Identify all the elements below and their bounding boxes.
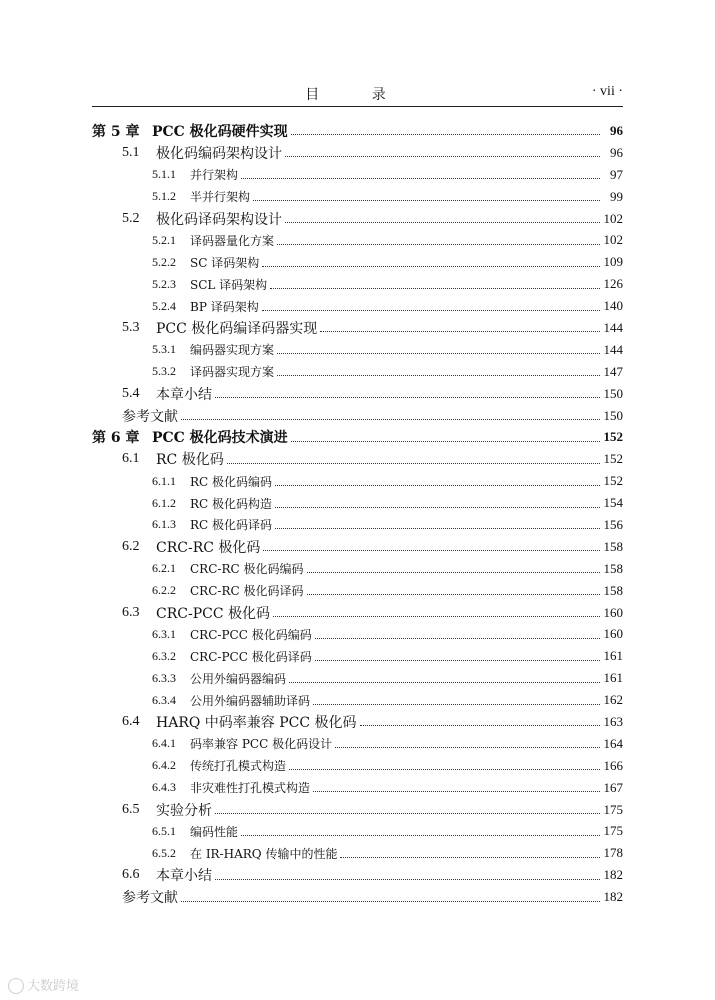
toc-entry-label: CRC-PCC 极化码 bbox=[156, 605, 270, 622]
toc-entry-label: 传统打孔模式构造 bbox=[190, 759, 287, 774]
toc-entry-label: SCL 译码架构 bbox=[190, 277, 268, 292]
toc-entry-page: 166 bbox=[603, 757, 623, 773]
toc-subsection-entry[interactable] bbox=[92, 667, 623, 689]
toc-entry-number: 6.3.2 bbox=[152, 648, 176, 663]
toc-entry-page: 147 bbox=[603, 363, 623, 379]
toc-entry-label: 译码器实现方案 bbox=[190, 365, 275, 380]
toc-leader-dots bbox=[285, 222, 600, 223]
toc-section-entry[interactable] bbox=[92, 799, 623, 821]
toc-entry-page: 96 bbox=[610, 122, 623, 138]
toc-entry-page: 167 bbox=[603, 779, 623, 795]
toc-entry-number: 第 6 章 bbox=[92, 430, 140, 447]
toc-entry-page: 182 bbox=[603, 867, 623, 883]
toc-subsection-entry[interactable] bbox=[92, 580, 623, 602]
toc-entry-number: 5.3.1 bbox=[152, 342, 176, 357]
toc-entry-number: 6.4 bbox=[122, 713, 140, 729]
table-of-contents bbox=[92, 120, 623, 908]
toc-section-entry[interactable] bbox=[92, 208, 623, 230]
toc-entry-label: 编码性能 bbox=[190, 824, 239, 839]
toc-subsection-entry[interactable] bbox=[92, 251, 623, 273]
toc-leader-dots bbox=[263, 550, 600, 551]
toc-entry-number: 6.2.2 bbox=[152, 583, 176, 598]
toc-section-entry[interactable] bbox=[92, 602, 623, 624]
toc-leader-dots bbox=[277, 244, 600, 245]
toc-leader-dots bbox=[277, 375, 600, 376]
toc-entry-page: 178 bbox=[603, 845, 623, 861]
toc-section-entry[interactable] bbox=[92, 711, 623, 733]
toc-entry-number: 6.2 bbox=[122, 538, 140, 554]
toc-subsection-entry[interactable] bbox=[92, 492, 623, 514]
toc-chapter-entry[interactable] bbox=[92, 120, 623, 142]
header-rule bbox=[92, 106, 623, 107]
toc-entry-number: 6.6 bbox=[122, 867, 140, 883]
toc-leader-dots bbox=[315, 660, 600, 661]
toc-entry-label: PCC 极化码编译码器实现 bbox=[156, 320, 318, 337]
toc-entry-label: 参考文献 bbox=[122, 408, 178, 425]
toc-leader-dots bbox=[313, 791, 600, 792]
toc-entry-page: 150 bbox=[603, 407, 623, 423]
toc-leader-dots bbox=[315, 638, 600, 639]
toc-subsection-entry[interactable] bbox=[92, 186, 623, 208]
toc-leader-dots bbox=[262, 266, 600, 267]
toc-entry-number: 5.4 bbox=[122, 385, 140, 401]
toc-entry-page: 154 bbox=[603, 495, 623, 511]
toc-entry-number: 5.2.4 bbox=[152, 298, 176, 313]
toc-entry-number: 5.2.3 bbox=[152, 276, 176, 291]
toc-leader-dots bbox=[291, 134, 600, 135]
toc-leader-dots bbox=[215, 397, 600, 398]
toc-leader-dots bbox=[215, 879, 600, 880]
toc-entry-page: 175 bbox=[603, 801, 623, 817]
toc-leader-dots bbox=[335, 747, 600, 748]
toc-entry-label: RC 极化码编码 bbox=[190, 474, 273, 489]
toc-entry-label: 参考文献 bbox=[122, 890, 178, 907]
toc-entry-number: 5.3.2 bbox=[152, 364, 176, 379]
toc-leader-dots bbox=[291, 441, 600, 442]
toc-entry-number: 6.1 bbox=[122, 451, 140, 467]
toc-entry-page: 150 bbox=[603, 385, 623, 401]
header-title: 目 录 bbox=[305, 87, 410, 103]
toc-leader-dots bbox=[273, 616, 600, 617]
toc-entry-number: 5.2.2 bbox=[152, 254, 176, 269]
watermark-text: 大数跨境 bbox=[27, 978, 80, 994]
toc-entry-number: 6.5 bbox=[122, 801, 140, 817]
toc-entry-number: 5.1.2 bbox=[152, 189, 176, 204]
toc-leader-dots bbox=[275, 507, 600, 508]
toc-entry-page: 99 bbox=[610, 188, 623, 204]
toc-entry-number: 6.4.3 bbox=[152, 780, 176, 795]
toc-entry-label: CRC-RC 极化码 bbox=[156, 539, 261, 556]
toc-leader-dots bbox=[262, 310, 600, 311]
toc-entry-page: 140 bbox=[603, 298, 623, 314]
toc-entry-number: 6.3.3 bbox=[152, 670, 176, 685]
toc-entry-label: 本章小结 bbox=[156, 386, 212, 403]
toc-entry-page: 164 bbox=[603, 735, 623, 751]
toc-entry-label: 公用外编码器辅助译码 bbox=[190, 693, 311, 708]
toc-entry-page: 97 bbox=[610, 166, 623, 182]
toc-entry-label: 并行架构 bbox=[190, 168, 239, 183]
toc-entry-page: 152 bbox=[603, 429, 623, 445]
toc-entry-page: 161 bbox=[603, 670, 623, 686]
toc-subsection-entry[interactable] bbox=[92, 361, 623, 383]
toc-entry-page: 102 bbox=[603, 210, 623, 226]
toc-entry-number: 5.1.1 bbox=[152, 167, 176, 182]
toc-section-entry[interactable] bbox=[92, 317, 623, 339]
toc-leader-dots bbox=[360, 725, 600, 726]
toc-entry-page: 163 bbox=[603, 713, 623, 729]
toc-entry-page: 158 bbox=[603, 582, 623, 598]
toc-section-entry[interactable] bbox=[92, 142, 623, 164]
toc-references-entry[interactable] bbox=[92, 405, 623, 427]
toc-entry-number: 6.5.1 bbox=[152, 823, 176, 838]
page-header bbox=[92, 84, 623, 106]
toc-subsection-entry[interactable] bbox=[92, 842, 623, 864]
toc-leader-dots bbox=[340, 857, 600, 858]
toc-entry-label: 译码器量化方案 bbox=[190, 233, 275, 248]
watermark-logo-icon bbox=[8, 978, 24, 994]
toc-section-entry[interactable] bbox=[92, 383, 623, 405]
header-page-number: · vii · bbox=[591, 84, 623, 99]
toc-chapter-entry[interactable] bbox=[92, 426, 623, 448]
toc-entry-label: 编码器实现方案 bbox=[190, 343, 275, 358]
toc-entry-page: 160 bbox=[603, 604, 623, 620]
toc-entry-label: HARQ 中码率兼容 PCC 极化码 bbox=[156, 714, 357, 731]
toc-subsection-entry[interactable] bbox=[92, 295, 623, 317]
toc-entry-number: 6.2.1 bbox=[152, 561, 176, 576]
toc-subsection-entry[interactable] bbox=[92, 755, 623, 777]
toc-leader-dots bbox=[241, 178, 600, 179]
toc-entry-page: 144 bbox=[603, 341, 623, 357]
toc-entry-page: 161 bbox=[603, 648, 623, 664]
toc-entry-label: CRC-RC 极化码译码 bbox=[190, 584, 304, 599]
toc-entry-label: RC 极化码 bbox=[156, 452, 224, 469]
toc-leader-dots bbox=[307, 572, 601, 573]
toc-entry-page: 156 bbox=[603, 516, 623, 532]
toc-entry-number: 6.1.1 bbox=[152, 473, 176, 488]
toc-entry-number: 5.3 bbox=[122, 319, 140, 335]
toc-leader-dots bbox=[241, 835, 600, 836]
toc-entry-number: 5.2.1 bbox=[152, 232, 176, 247]
toc-entry-page: 126 bbox=[603, 276, 623, 292]
toc-section-entry[interactable] bbox=[92, 536, 623, 558]
toc-subsection-entry[interactable] bbox=[92, 821, 623, 843]
toc-leader-dots bbox=[289, 769, 600, 770]
toc-entry-label: PCC 极化码技术演进 bbox=[152, 430, 288, 447]
toc-subsection-entry[interactable] bbox=[92, 733, 623, 755]
toc-entry-page: 175 bbox=[603, 823, 623, 839]
toc-entry-page: 102 bbox=[603, 232, 623, 248]
toc-entry-label: CRC-PCC 极化码编码 bbox=[190, 627, 312, 642]
toc-entry-number: 6.3 bbox=[122, 604, 140, 620]
toc-entry-label: PCC 极化码硬件实现 bbox=[152, 123, 288, 140]
toc-subsection-entry[interactable] bbox=[92, 777, 623, 799]
toc-entry-label: 本章小结 bbox=[156, 868, 212, 885]
toc-entry-page: 96 bbox=[610, 144, 623, 160]
toc-entry-label: CRC-PCC 极化码译码 bbox=[190, 649, 312, 664]
toc-subsection-entry[interactable] bbox=[92, 558, 623, 580]
toc-entry-number: 6.3.4 bbox=[152, 692, 176, 707]
toc-entry-number: 第 5 章 bbox=[92, 123, 140, 140]
toc-leader-dots bbox=[227, 463, 600, 464]
toc-entry-page: 152 bbox=[603, 473, 623, 489]
toc-subsection-entry[interactable] bbox=[92, 623, 623, 645]
toc-entry-label: 实验分析 bbox=[156, 802, 212, 819]
toc-entry-page: 162 bbox=[603, 692, 623, 708]
toc-entry-label: 半并行架构 bbox=[190, 190, 251, 205]
toc-entry-label: BP 译码架构 bbox=[190, 299, 259, 314]
toc-leader-dots bbox=[275, 485, 600, 486]
toc-entry-label: CRC-RC 极化码编码 bbox=[190, 562, 304, 577]
toc-entry-number: 6.1.2 bbox=[152, 495, 176, 510]
toc-subsection-entry[interactable] bbox=[92, 339, 623, 361]
toc-subsection-entry[interactable] bbox=[92, 645, 623, 667]
toc-leader-dots bbox=[181, 901, 600, 902]
toc-subsection-entry[interactable] bbox=[92, 514, 623, 536]
toc-leader-dots bbox=[320, 331, 600, 332]
toc-entry-label: SC 译码架构 bbox=[190, 255, 260, 270]
toc-entry-number: 6.5.2 bbox=[152, 845, 176, 860]
toc-entry-number: 6.4.1 bbox=[152, 736, 176, 751]
toc-entry-label: 在 IR-HARQ 传输中的性能 bbox=[190, 846, 338, 861]
toc-entry-label: RC 极化码译码 bbox=[190, 518, 273, 533]
watermark bbox=[8, 975, 79, 995]
toc-entry-page: 152 bbox=[603, 451, 623, 467]
toc-entry-page: 182 bbox=[603, 889, 623, 905]
toc-leader-dots bbox=[275, 528, 600, 529]
toc-leader-dots bbox=[215, 813, 600, 814]
toc-leader-dots bbox=[277, 353, 600, 354]
toc-entry-label: 极化码编码架构设计 bbox=[156, 145, 282, 162]
toc-subsection-entry[interactable] bbox=[92, 164, 623, 186]
toc-leader-dots bbox=[270, 288, 600, 289]
toc-subsection-entry[interactable] bbox=[92, 229, 623, 251]
toc-entry-label: 极化码译码架构设计 bbox=[156, 211, 282, 228]
toc-leader-dots bbox=[289, 682, 600, 683]
toc-leader-dots bbox=[285, 156, 600, 157]
toc-entry-number: 6.1.3 bbox=[152, 517, 176, 532]
toc-entry-page: 158 bbox=[603, 538, 623, 554]
toc-entry-page: 144 bbox=[603, 319, 623, 335]
toc-leader-dots bbox=[307, 594, 601, 595]
toc-subsection-entry[interactable] bbox=[92, 470, 623, 492]
toc-section-entry[interactable] bbox=[92, 864, 623, 886]
toc-entry-number: 6.3.1 bbox=[152, 626, 176, 641]
toc-subsection-entry[interactable] bbox=[92, 689, 623, 711]
toc-entry-label: RC 极化码构造 bbox=[190, 496, 273, 511]
toc-leader-dots bbox=[253, 200, 600, 201]
toc-references-entry[interactable] bbox=[92, 886, 623, 908]
toc-entry-page: 160 bbox=[603, 626, 623, 642]
toc-entry-label: 非灾难性打孔模式构造 bbox=[190, 781, 311, 796]
toc-leader-dots bbox=[181, 419, 600, 420]
toc-entry-number: 5.1 bbox=[122, 144, 140, 160]
toc-entry-page: 158 bbox=[603, 560, 623, 576]
toc-entry-label: 码率兼容 PCC 极化码设计 bbox=[190, 737, 333, 752]
toc-subsection-entry[interactable] bbox=[92, 273, 623, 295]
toc-entry-page: 109 bbox=[603, 254, 623, 270]
toc-entry-label: 公用外编码器编码 bbox=[190, 671, 287, 686]
toc-entry-number: 6.4.2 bbox=[152, 758, 176, 773]
toc-entry-number: 5.2 bbox=[122, 210, 140, 226]
toc-section-entry[interactable] bbox=[92, 448, 623, 470]
toc-leader-dots bbox=[313, 704, 600, 705]
